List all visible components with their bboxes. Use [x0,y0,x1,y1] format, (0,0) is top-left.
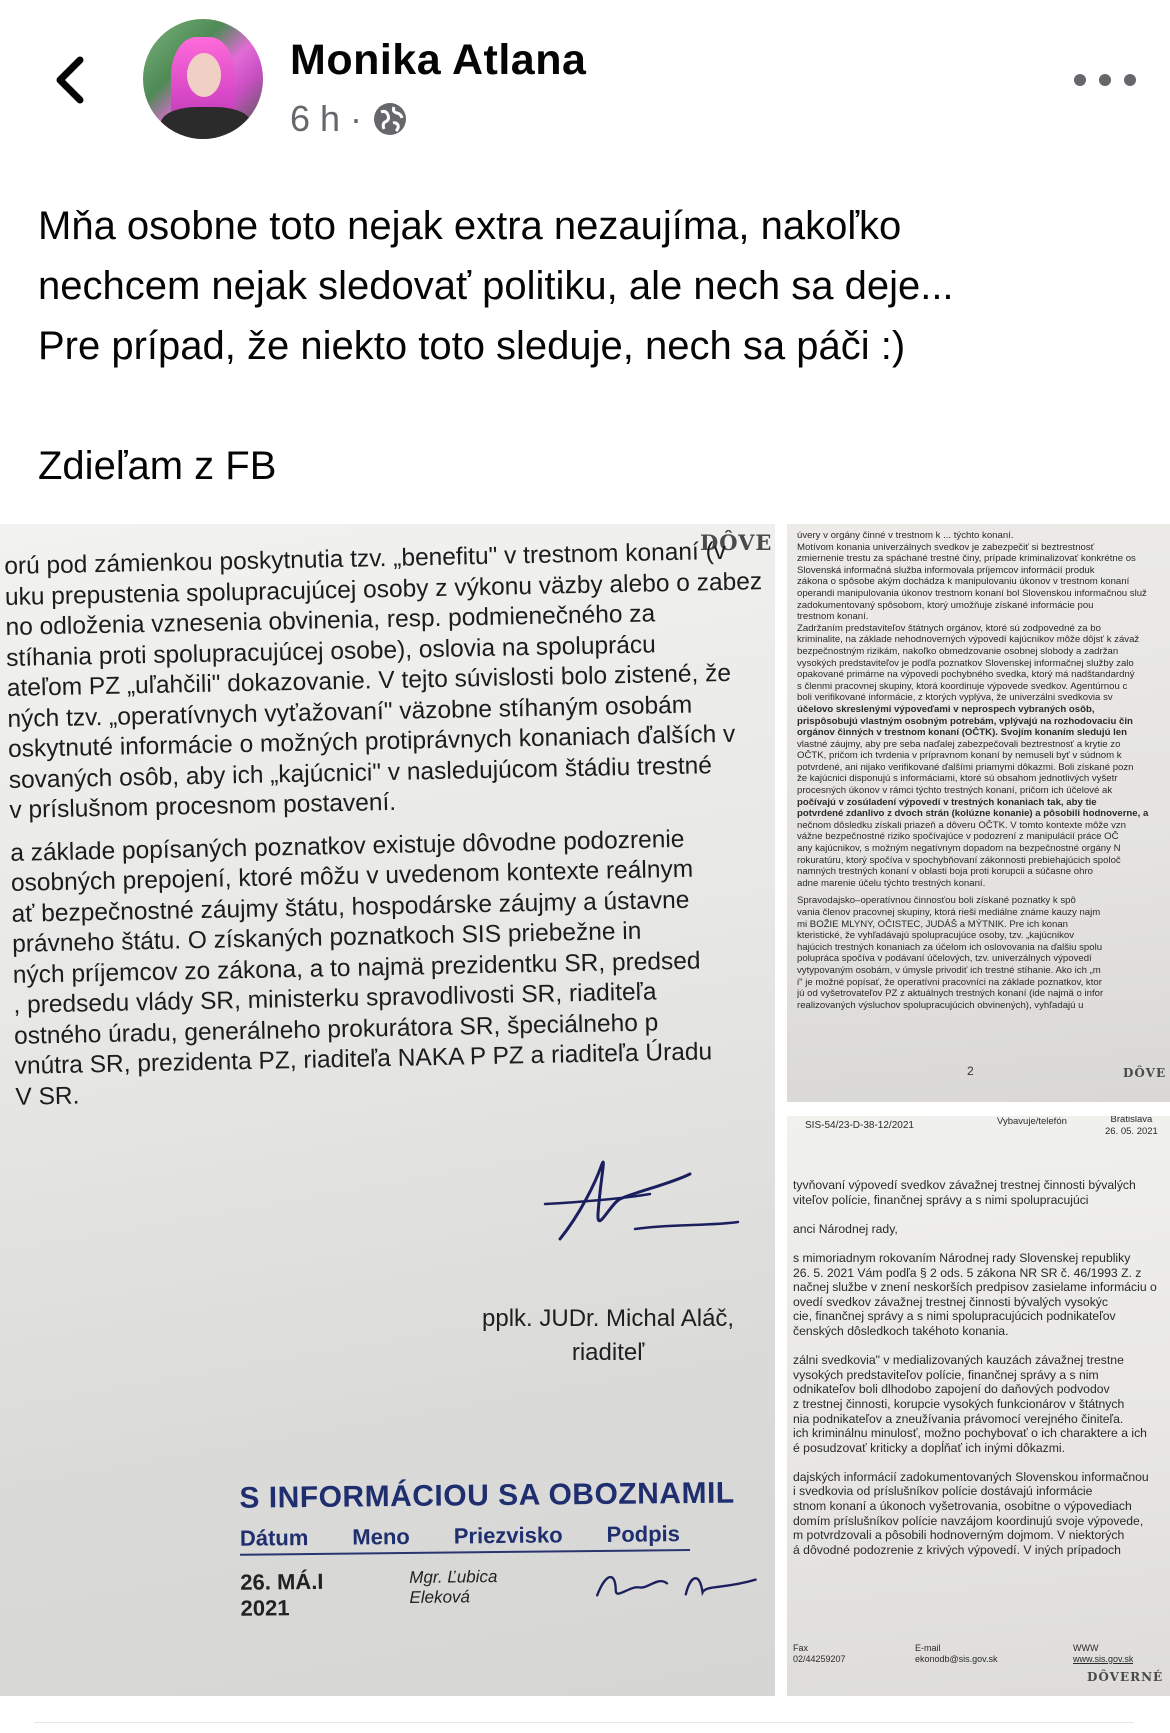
document-line: Motívom konania univerzálnych svedkov je zabezpečiť si beztrestnosť [797,541,1095,553]
photo-grid [0,524,1170,1696]
letter-place-date [1105,1116,1158,1138]
document-line: anci Národnej rady, [793,1221,898,1236]
back-button[interactable] [40,45,100,115]
letter-place: Bratislava [1110,1116,1153,1125]
confidential-mark: DÔVE [700,530,773,555]
author-name[interactable]: Monika Atlana [290,36,587,84]
more-options-button[interactable] [1065,60,1145,100]
document-line: operandi manipulovania úkonov trestnom konaní bol Slovenskou informačnou služ [797,587,1147,599]
document-line: sovaných osôb, aby ich „kajúcnici" v nasledujúcom štádiu trestné [8,751,713,794]
document-line: i svedkovia od príslušníkov polície dostávajú informácie [793,1484,1093,1499]
stamp-column: Meno [352,1523,410,1550]
post-meta [290,98,408,140]
stamp-columns [240,1521,690,1556]
document-line: úvery v orgány činné v trestnom k ... týchto konaní. [797,530,1014,541]
document-line: hajúcich trestných konaniach za účelom ich oslovovania na ďalšiu spolu [797,941,1103,953]
document-line: zákona o spôsobe akým dochádza k manipulovaniu úkonov v trestnom konaní [797,576,1130,588]
document-line: i" je možné popísať, že operatívni pracovníci na základe poznatkov, ktor [797,976,1102,988]
document-line: trestnom konaní. [797,611,869,623]
letter-header [805,1120,914,1132]
document-line: ných príjemcov zo zákona, a to najmä prezidentku SR, predsed [12,947,701,989]
email-address: ekonodb@sis.gov.sk [915,1654,998,1664]
stamp-entry [240,1564,761,1621]
document-line: bezpečnostným rizikám, nakoľko obmedzovanie osobnej slobody a zadržan [797,645,1119,657]
document-line: boli verifikované informácie, z ktorých vyplýva, že univerzálni svedkovia sv [797,692,1113,704]
document-line: vnútra SR, prezidenta PZ, riaditeľa NAKA P PZ a riaditeľa Úradu [14,1038,713,1080]
document-line: potvrdené, ani nijako verifikované ďalšími priamymi dôkazmi. Boli získané pozn [797,761,1134,773]
stamp-title: S INFORMÁCIOU SA OBOZNAMIL [239,1476,735,1515]
photo-document-main[interactable] [0,524,775,1696]
stamp-column: Priezvisko [453,1522,563,1549]
document-line: procesných úkonov v rámci týchto trestných konaní, pričom ich účelové ak [797,785,1113,797]
document-line: , predsedu vlády SR, ministerku spravodlivosti SR, riaditeľa [13,978,657,1019]
stamp-column: Podpis [606,1521,681,1547]
more-dots-icon [1070,70,1140,90]
document-line: any kajúcnikov, s možným negatívnym dopadom na bezpečnostné orgány N [797,843,1121,855]
document-line: vážne bezpečnostné riziko spočívajúce v podozrení z manipulácií práce OČ [797,831,1119,843]
document-line: zálni svedkovia" v medializovaných kauzách závažnej trestne [793,1353,1124,1368]
document-line: namných trestných konaní v oblasti boja proti korupcii a súčasne ohro [797,866,1093,878]
letter-footer-fax [793,1643,846,1665]
document-line: s mimoriadnym rokovaním Národnej rady Slovenskej republiky [793,1250,1131,1265]
document-line: ných tzv. „operatívnych vyťažovaní" väzobne stíhaným osobám [7,691,693,733]
chevron-left-icon [50,50,90,110]
document-line: právneho štátu. O získaných poznatkoch SIS priebežne in [11,917,642,958]
document-line: nia podnikateľov a zneužívania právomocí verejného činiteľa. [793,1411,1124,1426]
document-line: vlastné záujmy, aby pre seba naďalej zabezpečovali beztrestnosť a krytie zo [797,738,1121,750]
document-line: zadokumentovaný spôsobom, ktorý umožňuje získané informácie pou [797,599,1094,611]
document-line: ovedí svedkov závažnej trestnej činnosti bývalých vysokýc [793,1294,1108,1309]
letter-contact-label: Vybavuje/telefón [997,1116,1067,1127]
document-line: prispôsobujú vlastným osobným potrebám, vplývajú na rozhodovaciu čin [797,715,1133,727]
document-line: vania členov pracovnej skupiny, ktorá rieši mediálne známe kauzy najm [797,907,1101,918]
document-line: vysokých predstaviteľov polície, finančnej správy a s nim [793,1367,1099,1382]
document-text [4,535,775,1112]
confidential-mark: DÔVERNÉ [1087,1670,1164,1684]
document-line: ostného úradu, generálneho prokurátora SR, špeciálneho p [13,1008,659,1050]
document-line: ich kriminálnu minulosť, možno pochybovať o ich charaktere a ich [793,1426,1147,1441]
document-line: vysokých predstaviteľov je podľa poznatkov Slovenskej informačnej služby zalo [797,657,1134,669]
stamp-name: Mgr. Ľubica Eleková [409,1567,498,1607]
document-line: že kajúcnici disponujú s informáciami, ktoré sú obsahom jednotlivých vyšetr [797,773,1118,785]
www-address: www.sis.gov.sk [1073,1654,1134,1664]
document-line: no odloženia vznesenia obvinenia, resp. podmienečného za [5,600,656,641]
document-line: s členmi pracovnej skupiny, ktorá koordinuje výpovede svedkov. Agentúrnou c [797,680,1128,692]
document-line: oskytnuté informácie o možných protiprávnych konaniach ďalších v [7,720,736,763]
divider [34,1722,1134,1723]
post-text-line: Pre prípad, že niekto toto sleduje, nech sa páči :) [38,324,906,368]
document-line: opakované primárne na výpovedi pochybného svedka, ktorý má nadštandardný [797,669,1135,681]
acknowledgement-stamp [239,1476,760,1621]
document-line: uku prepustenia spolupracujúcej osoby z výkonu väzby alebo o zabez [4,567,763,611]
fax-number: 02/44259207 [793,1654,846,1664]
document-line: OČTK, pričom ich tvrdenia v prípravnom konaní by nemuseli byť v súdnom k [797,750,1122,762]
handwritten-signature [540,1144,740,1264]
fax-label: Fax [793,1643,809,1653]
document-line: a základe popísaných poznatkov existuje dôvodne podozrenie [10,825,685,867]
document-line: tyvňovaní výpovedí svedkov závažnej trestnej činnosti bývalých [793,1178,1136,1192]
avatar[interactable] [143,19,263,139]
document-line: cie, finančnej správy a s nimi spolupracujúcich podnikateľov [793,1309,1116,1324]
document-line: 26. 5. 2021 Vám podľa § 2 ods. 5 zákona NR SR č. 46/1993 Z. z [793,1265,1142,1280]
document-line: kteristické, že vyhľadávajú spolupracujúce osoby, tzv. „kajúcnikov [797,930,1075,942]
post-text-line: nechcem nejak sledovať politiku, ale nech sa deje... [38,264,954,308]
document-line: adne marenie účelu týchto trestných konaní. [797,877,986,889]
document-line: é posudzovať kriticky a dopĺňať ich inými dôkazmi. [793,1440,1065,1455]
post-header [0,0,1170,150]
document-line: Slovenská informačná služba informovala príjemcov informácií produk [797,564,1095,576]
signatory [482,1302,734,1370]
post-time[interactable]: 6 h [290,98,341,139]
document-line: Spravodajsko–operatívnou činnosťou boli získané poznatky k spô [797,895,1076,907]
document-line: viteľov polície, finančnej správy a s nimi spolupracujúci [793,1192,1089,1207]
document-line: z trestnej činnosti, korupcie vysokých funkcionárov v štátnych [793,1396,1125,1411]
document-line: dajských informácií zadokumentovaných Slovenskou informačnou [793,1469,1149,1484]
document-text [797,530,1170,1011]
document-line: potvrdené zdanlivo z dvoch strán (kolúzne konanie) a pôsobili hodnoverne, a [797,808,1149,820]
document-line: kriminalite, na základe nehodnoverných výpovedí kajúcnikov môže dôjsť k závaž [797,634,1140,646]
document-line: Zadržaním predstaviteľov štátnych orgánov, ktoré sú zodpovedné za bo [797,622,1101,634]
document-line: čenských dôsledkoch takéhoto konania. [793,1323,1009,1338]
letter-date: 26. 05. 2021 [1105,1126,1158,1137]
stamp-date: 26. MÁ.I 2021 [240,1568,324,1621]
document-line: V SR. [15,1082,80,1111]
document-line: m potvrdzovali a pôsobili hodnoverným dojmom. V niektorých [793,1528,1125,1543]
document-line: účelovo skreslenými výpoveďami v neprospech vybraných osôb, [797,703,1095,715]
signatory-role: riaditeľ [571,1339,645,1366]
signatory-name: pplk. JUDr. Michal Aláč, [482,1305,735,1332]
document-line: á dôvodné podozrenie z krivých výpovedí. V iných prípadoch [793,1542,1121,1557]
letter-reference: SIS-54/23-D-38-12/2021 [805,1120,914,1131]
document-line: jú od vyšetrovateľov PZ z aktuálnych trestných konaní (ide najmä o infor [797,988,1104,1000]
stamp-column: Dátum [239,1525,309,1551]
email-label: E-mail [915,1643,941,1653]
document-line: stíhania proti spolupracujúcej osobe), oslovia na spoluprácu [5,630,657,672]
globe-icon [372,101,408,137]
photo-document-cover-letter[interactable] [787,1116,1170,1696]
document-line: orgánov činných v trestnom konaní (OČTK). Svojím konaním sledujú len [797,727,1127,739]
letter-footer-www [1073,1643,1133,1665]
document-line: ateľom PZ „uľahčili" dokazovanie. V tejto súvislosti bolo zistené, že [6,659,732,702]
document-line: zmiernenie trestu za spáchané trestné činy, prípade kriminalizovať konkrétne os [797,553,1136,565]
document-line: počívajú v zosúladení výpovedí v trestných konaniach tak, aby tie [797,796,1097,808]
www-label: WWW [1073,1643,1099,1653]
document-line: osobných prepojení, ktoré môžu v uvedenom kontexte reálnym [10,855,694,897]
document-line: odnikateľov boli dlhodobo zapojení do daňových podvodov [793,1382,1110,1397]
stamp-signature [592,1564,760,1606]
post-text-shared: Zdieľam z FB [38,444,277,488]
document-line: rokuratúru, ktorý spočíva v spochybňovaní zákonnosti prebiehajúcich spoloč [797,854,1121,866]
post-text-line: Mňa osobne toto nejak extra nezaujíma, nakoľko [38,204,902,248]
document-text [793,1178,1170,1557]
document-line: stnom konaní a úkonoch vyšetrovania, osobitne o výpovediach [793,1499,1132,1514]
document-line: vytypovaným osobám, v úmysle privodiť ich trestné stíhanie. Ako ich „m [797,964,1101,976]
post-text [38,196,1138,496]
document-line: mi BOŽIE MLYNY, OČISTEC, JUDÁŠ a MÝTNIK. Pre ich konan [797,918,1069,930]
confidential-mark: DÔVE [1123,1066,1167,1080]
document-line: v príslušnom procesnom postavení. [9,788,397,824]
meta-separator: · [350,98,363,139]
document-line: realizovaných výsluchov spolupracujúcich obvinených), vyhľadajú u [797,999,1084,1011]
document-line: orú pod zámienkou poskytnutia tzv. „benefitu" v trestnom konaní (v [4,537,727,580]
page-number: 2 [967,1064,974,1078]
document-line: domím príslušníkov polície navzájom koordinujú svoje výpovede, [793,1513,1144,1528]
document-line: polupráca spočíva v podávaní účelových, tzv. univerzálnych výpovedí [797,953,1092,965]
photo-document-page-2[interactable] [787,524,1170,1102]
letter-footer-email [915,1643,998,1665]
document-line: ať bezpečnostné záujmy štátu, hospodárske záujmy a ústavne [11,886,690,928]
document-line: nečnom dôsledku získali priazeň a dôveru OČTK. V tomto kontexte môže vzn [797,819,1127,831]
document-line: načnej službe v znení neskorších predpisov zasielame informáciu o [793,1280,1157,1295]
